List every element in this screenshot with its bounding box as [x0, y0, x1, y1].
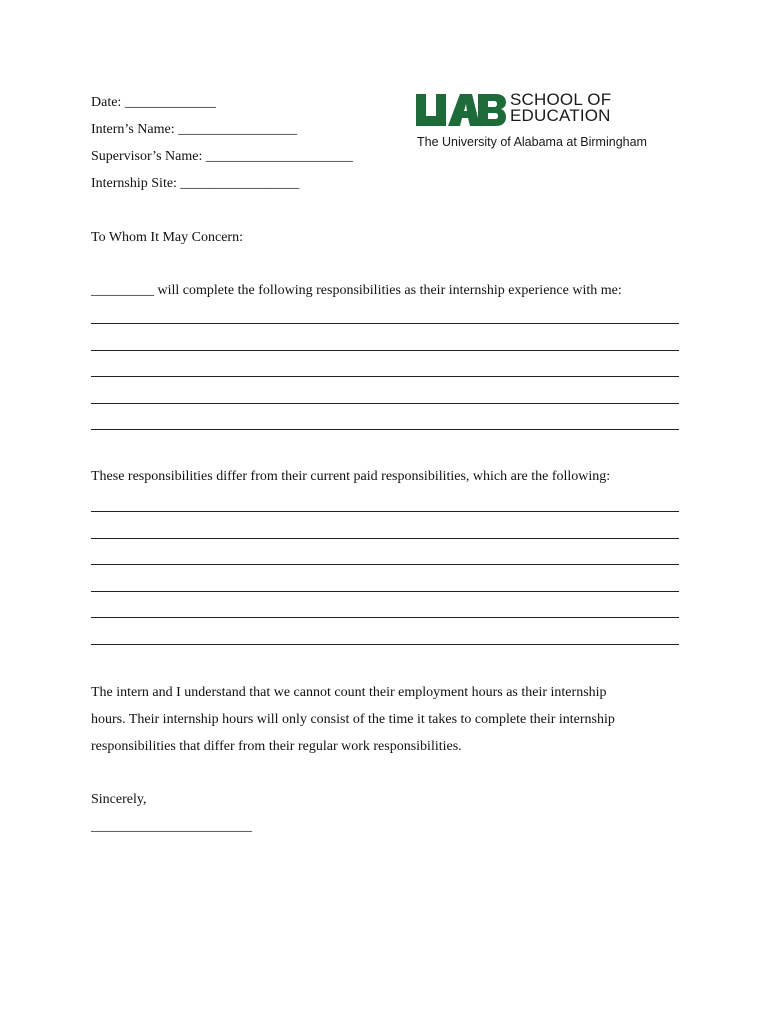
university-name: The University of Alabama at Birmingham	[417, 135, 647, 149]
blank-line	[91, 564, 679, 565]
supervisor-name-field: Supervisor’s Name: _____________________	[91, 149, 353, 164]
blank-line	[91, 323, 679, 324]
blank-line	[91, 376, 679, 377]
statement-line: responsibilities that differ from their regular work responsibilities.	[91, 739, 462, 754]
blank-line	[91, 538, 679, 539]
blank-line	[91, 591, 679, 592]
blank-line	[91, 617, 679, 618]
responsibilities-intro: _________ will complete the following responsibilities as their internship experience with me:	[91, 283, 622, 298]
blank-line	[91, 429, 679, 430]
internship-site-field: Internship Site: _________________	[91, 176, 300, 191]
signature-line: _______________________	[91, 819, 252, 834]
statement-line: The intern and I understand that we cannot count their employment hours as their internship	[91, 685, 607, 700]
paid-responsibilities-intro: These responsibilities differ from their current paid responsibilities, which are the following:	[91, 469, 611, 484]
date-field: Date: _____________	[91, 95, 216, 110]
school-of-education-text: SCHOOL OF EDUCATION	[510, 90, 612, 125]
uab-school-of-education-logo	[416, 92, 686, 154]
blank-line	[91, 644, 679, 645]
salutation: To Whom It May Concern:	[91, 230, 243, 245]
blank-line	[91, 350, 679, 351]
blank-line	[91, 511, 679, 512]
closing: Sincerely,	[91, 792, 147, 807]
intern-name-field: Intern’s Name: _________________	[91, 122, 298, 137]
blank-line	[91, 403, 679, 404]
uab-logo-mark	[416, 94, 506, 128]
statement-line: hours. Their internship hours will only consist of the time it takes to complete their internship	[91, 712, 615, 727]
